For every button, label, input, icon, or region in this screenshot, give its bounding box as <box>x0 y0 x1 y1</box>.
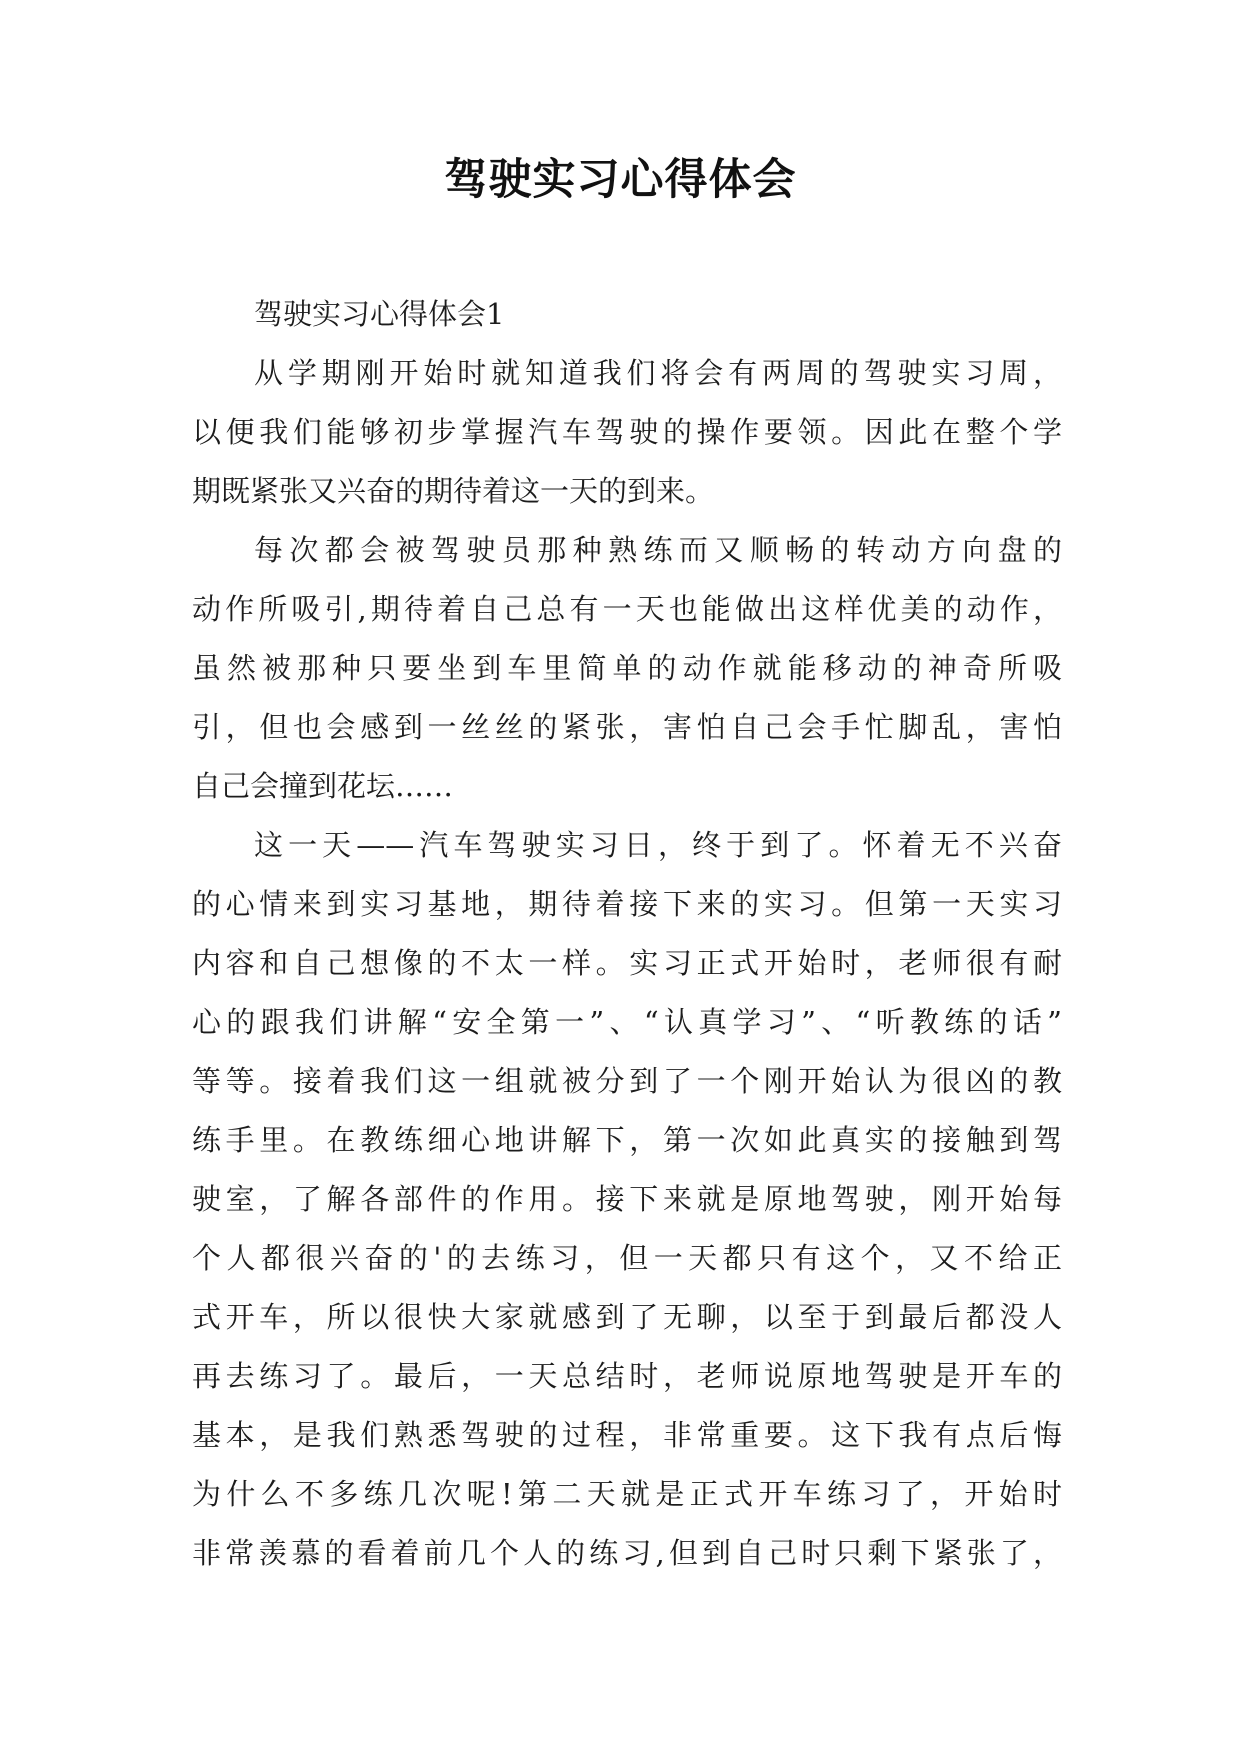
paragraph-line: 虽然被那种只要坐到车里简单的动作就能移动的神奇所吸 <box>192 651 1062 685</box>
paragraph-line: 等等。接着我们这一组就被分到了一个刚开始认为很凶的教 <box>192 1064 1062 1098</box>
paragraph-line: 的心情来到实习基地，期待着接下来的实习。但第一天实习 <box>192 887 1062 921</box>
paragraph-line: 以便我们能够初步掌握汽车驾驶的操作要领。因此在整个学 <box>192 415 1062 449</box>
paragraph-line: 从学期刚开始时就知道我们将会有两周的驾驶实习周， <box>254 356 1062 390</box>
paragraph-line: 再去练习了。最后，一天总结时，老师说原地驾驶是开车的 <box>192 1359 1062 1393</box>
paragraph-line: 自己会撞到花坛…… <box>192 769 454 803</box>
paragraph-line: 为什么不多练几次呢!第二天就是正式开车练习了，开始时 <box>192 1477 1062 1511</box>
paragraph-line: 驶室，了解各部件的作用。接下来就是原地驾驶，刚开始每 <box>192 1182 1062 1216</box>
document-body <box>192 285 1062 1583</box>
paragraph-line: 这一天——汽车驾驶实习日，终于到了。怀着无不兴奋 <box>254 828 1062 862</box>
paragraph-line: 内容和自己想像的不太一样。实习正式开始时，老师很有耐 <box>192 946 1062 980</box>
paragraph-line: 个人都很兴奋的'的去练习，但一天都只有这个，又不给正 <box>192 1241 1062 1275</box>
paragraph-line: 期既紧张又兴奋的期待着这一天的到来。 <box>192 474 715 508</box>
paragraph-line: 动作所吸引,期待着自己总有一天也能做出这样优美的动作， <box>192 592 1062 626</box>
paragraph-line: 式开车，所以很快大家就感到了无聊，以至于到最后都没人 <box>192 1300 1062 1334</box>
subheading-line: 驾驶实习心得体会1 <box>254 297 505 331</box>
paragraph-line: 非常羡慕的看着前几个人的练习,但到自己时只剩下紧张了， <box>192 1536 1062 1570</box>
paragraph-line: 每次都会被驾驶员那种熟练而又顺畅的转动方向盘的 <box>254 533 1062 567</box>
paragraph-line: 心的跟我们讲解“安全第一”、“认真学习”、“听教练的话” <box>192 1005 1062 1039</box>
paragraph-line: 练手里。在教练细心地讲解下，第一次如此真实的接触到驾 <box>192 1123 1062 1157</box>
document-title: 驾驶实习心得体会 <box>444 155 797 205</box>
paragraph-line: 引，但也会感到一丝丝的紧张，害怕自己会手忙脚乱，害怕 <box>192 710 1062 744</box>
paragraph-line: 基本，是我们熟悉驾驶的过程，非常重要。这下我有点后悔 <box>192 1418 1062 1452</box>
